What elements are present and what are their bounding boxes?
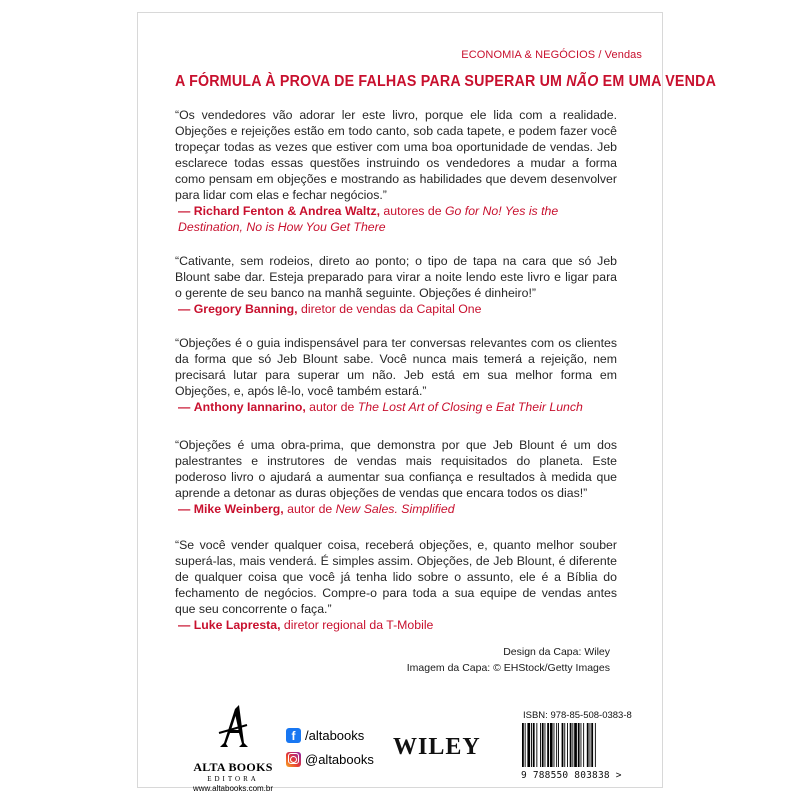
alta-books-logo: [190, 703, 276, 793]
facebook-handle: /altabooks: [305, 727, 365, 743]
facebook-link: [286, 725, 374, 745]
attribution-role: autor de: [283, 502, 336, 516]
cover-image-credit: Imagem da Capa: © EHStock/Getty Images: [406, 662, 610, 674]
quote-text: “Objeções é uma obra-prima, que demonstra por que Jeb Blount é um dos palestrantes e instrutores de vendas mais requisitados do planeta. Este poderoso livro o ajudará a aumentar sua confiança e resultados à medida que aprende a detonar as duras objeções de vendas que encara todos os dias!”: [175, 438, 617, 500]
wiley-logo: WILEY: [393, 734, 481, 760]
headline-after: EM UMA VENDA: [598, 73, 717, 90]
blurb-quote: [175, 437, 617, 517]
cover-credits: [407, 644, 610, 676]
publisher-url: www.altabooks.com.br: [192, 784, 274, 793]
attribution-name: Gregory Banning,: [193, 302, 298, 316]
quote-attribution: [178, 203, 617, 235]
instagram-handle: @altabooks: [305, 751, 374, 767]
quote-attribution: [178, 399, 617, 415]
attribution-role: diretor regional da T-Mobile: [280, 618, 434, 632]
blurb-quote: [175, 537, 617, 633]
attribution-work: The Lost Art of Closing: [357, 400, 483, 414]
attribution-dash: —: [178, 618, 191, 632]
alta-books-mark-icon: [213, 703, 253, 753]
publisher-sub: EDITORA: [207, 775, 259, 783]
attribution-work-2: Eat Their Lunch: [496, 400, 583, 414]
blurb-quote: [175, 335, 617, 415]
blurb-quote: [175, 253, 617, 317]
attribution-role: autores de: [380, 204, 445, 218]
quote-text: “Se você vender qualquer coisa, receberá objeções, e, quanto melhor souber superá-las, mais venderá. É simples assim. Objeções, de Jeb Blount, é diferente de qualquer coisa que você já tenha lido sobre o assunto, ele é a Bíblia do fechamento de negócios. Compre-o para toda a sua equipe de vendas antes que seu concorrente o faça.”: [175, 538, 617, 616]
quote-attribution: [178, 501, 617, 517]
cover-design-credit: Design da Capa: Wiley: [503, 646, 610, 658]
attribution-role-2: e: [482, 400, 497, 414]
barcode-digits: 9 788550 803838 >: [521, 770, 622, 781]
quote-text: “Cativante, sem rodeios, direto ao ponto; o tipo de tapa na cara que só Jeb Blount sabe dar. Esteja preparado para virar a noite lendo este livro e ligar para o gerente de seu banco na manhã seguinte. Objeções é dinheiro!”: [175, 254, 617, 300]
attribution-name: Richard Fenton & Andrea Waltz,: [193, 204, 381, 218]
instagram-icon: [286, 752, 301, 767]
headline-emphasis: NÃO: [566, 73, 599, 90]
publisher-name: ALTA BOOKS: [193, 760, 273, 774]
instagram-link: [286, 749, 374, 769]
attribution-role: autor de: [305, 400, 358, 414]
attribution-work: Go for No! Yes is the Destination, No is How You Get There: [178, 204, 559, 234]
quote-attribution: [178, 617, 617, 633]
social-links: [286, 725, 374, 773]
attribution-name: Mike Weinberg,: [193, 502, 284, 516]
facebook-icon: f: [286, 728, 301, 743]
headline: [175, 73, 717, 91]
quote-text: “Objeções é o guia indispensável para ter conversas relevantes com os clientes da forma que só Jeb Blount sabe. Você nunca mais temerá a rejeição, nem precisará lutar para superar um não. Jeb está em sua melhor forma em Objeções, e, após lê-lo, você também estará.”: [175, 336, 617, 398]
attribution-name: Anthony Iannarino,: [193, 400, 306, 414]
attribution-dash: —: [178, 302, 191, 316]
attribution-dash: —: [178, 502, 191, 516]
quote-text: “Os vendedores vão adorar ler este livro, porque ele lida com a realidade. Objeções e rejeições estão em todo canto, sob cada tapete, e podem fazer você tropeçar todas as vezes que estiver com uma boa oportunidade de vendas. Jeb esclarece todas essas questões instruindo os vendedores a mudar a forma como pensam em objeções e mostrando as habilidades que devem desenvolver para lidar com elas e fechar negócios.”: [175, 108, 617, 202]
headline-before: A FÓRMULA À PROVA DE FALHAS PARA SUPERAR UM: [175, 73, 567, 90]
isbn-label: ISBN: 978-85-508-0383-8: [523, 710, 632, 721]
attribution-role: diretor de vendas da Capital One: [297, 302, 482, 316]
isbn-barcode: [520, 723, 616, 769]
category-label: ECONOMIA & NEGÓCIOS / Vendas: [461, 49, 642, 61]
book-back-cover: [137, 12, 717, 793]
attribution-dash: —: [178, 400, 191, 414]
attribution-dash: —: [178, 204, 191, 218]
blurb-quote: [175, 107, 617, 235]
attribution-work: New Sales. Simplified: [335, 502, 455, 516]
quote-attribution: [178, 301, 617, 317]
attribution-name: Luke Lapresta,: [193, 618, 281, 632]
